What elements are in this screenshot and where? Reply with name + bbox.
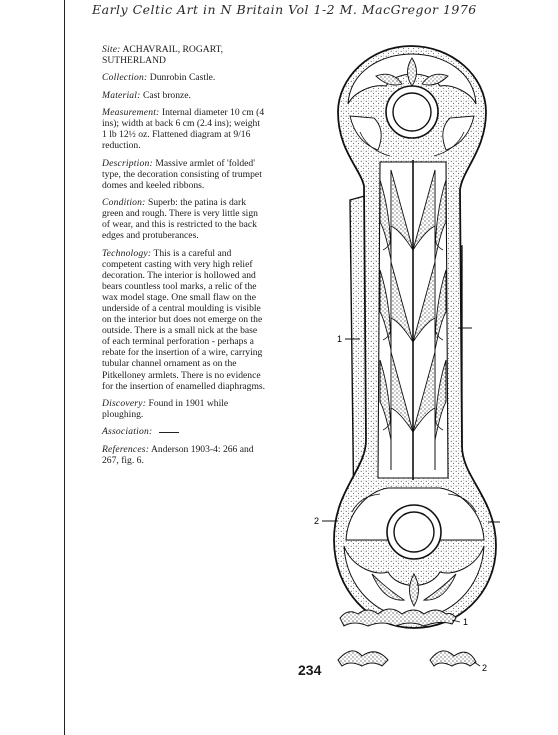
entry-text: Anderson 1903-4: 266 and 267, fig. 6. [102, 443, 254, 466]
entry-text: Massive armlet of 'folded' type, the decoration consisting of trumpet domes and keeled ribbons. [102, 157, 262, 191]
entry-label: Condition: [102, 196, 146, 208]
entry-text: Found in 1901 while ploughing. [102, 397, 229, 421]
entry-text: Superb: the patina is dark green and rough. There is very little sign of wear, and this is restricted to the back edges and protuberances. [102, 196, 258, 242]
entry-label: Association: [102, 426, 153, 438]
armlet-central-panel [378, 160, 448, 480]
entry-label: Discovery: [102, 397, 147, 409]
entry-label: Technology: [102, 247, 152, 259]
entry-text: Internal diameter 10 cm (4 ins); width at back 6 cm (2.4 ins); weight 1 lb 12½ oz. Flattened diagram at 9/16 reduction. [102, 106, 265, 152]
entry-label: References: [102, 443, 150, 455]
marker-number: 2 [314, 516, 320, 526]
section-number: 2 [482, 663, 488, 673]
entry-label: Material: [102, 89, 141, 101]
entry-text: Dunrobin Castle. [149, 72, 216, 84]
entry-label: Collection: [102, 72, 148, 84]
section-number: 1 [463, 617, 469, 627]
entry-text: This is a careful and competent casting with very high relief decoration. The interior is hollowed and bears countless tool marks, a relic of the wax model stage. One small flaw on the underside of a central moulding is visible on the interior but does not emerge on the outside. There is a small nick at the base of each terminal perforation - perhaps a rebate for the insertion of a wire, carrying tubular channel ornament as on the Pitkelloney armlets. There is no evidence for the insertion of enamelled diaphragms. [102, 247, 266, 392]
entry-label: Site: [102, 44, 121, 55]
cross-section-2 [338, 651, 487, 673]
handwritten-note: Early Celtic Art in N Britain Vol 1-2 M. MacGregor 1976 [92, 2, 477, 17]
page-number: 234 [298, 662, 322, 678]
entry-text: ACHAVRAIL, ROGART, SUTHERLAND [102, 44, 224, 67]
marker-number: 1 [337, 334, 343, 344]
entry-text: Cast bronze. [142, 89, 191, 101]
entry-label: Description: [102, 157, 153, 169]
entry-label: Measurement: [102, 106, 160, 118]
